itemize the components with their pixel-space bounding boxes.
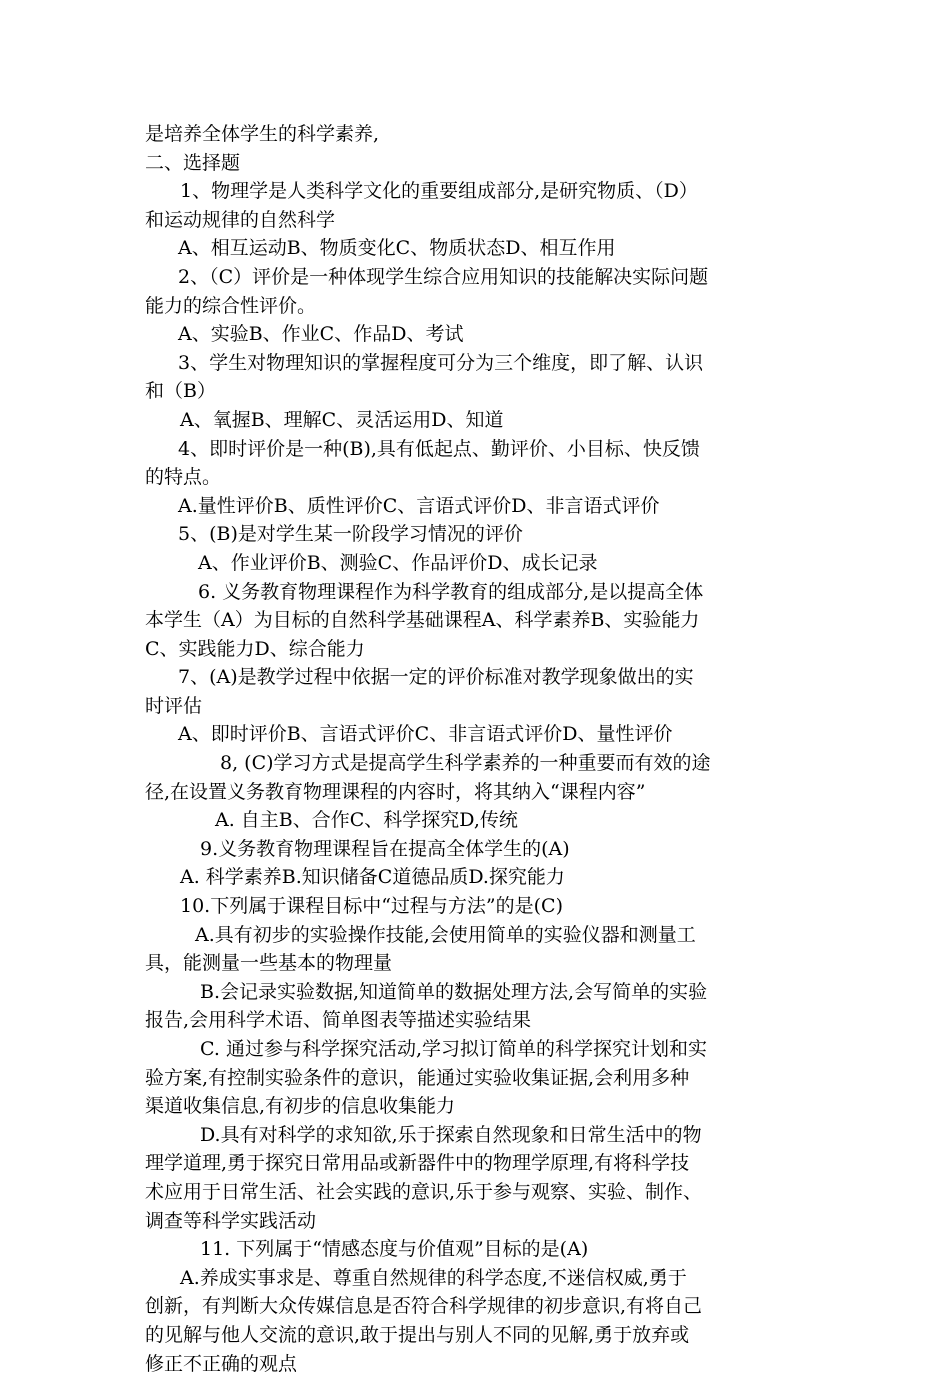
text-line: 创新，有判断大众传媒信息是否符合科学规律的初步意识,有将自己: [145, 1295, 703, 1318]
text-line: 本学生（A）为目标的自然科学基础课程A、科学素养B、实验能力: [145, 609, 700, 632]
text-line: 是培养全体学生的科学素养,: [145, 123, 380, 145]
text-line: 修正不正确的观点: [145, 1352, 298, 1375]
answer-options: A、即时评价B、言语式评价C、非言语式评价D、量性评价: [178, 723, 673, 746]
text-line: 报告,会用科学术语、简单图表等描述实验结果: [145, 1009, 532, 1032]
text-line: 渠道收集信息,有初步的信息收集能力: [145, 1095, 456, 1118]
text-line: 和（B）: [145, 380, 216, 403]
answer-options: A、相互运动B、物质变化C、物质状态D、相互作用: [178, 237, 616, 260]
text-line: 术应用于日常生活、社会实践的意识,乐于参与观察、实验、制作、: [145, 1180, 703, 1203]
question-7: 7、(A)是教学过程中依据一定的评价标准对教学现象做出的实: [178, 666, 694, 689]
answer-options: A.量性评价B、质性评价C、言语式评价D、非言语式评价: [178, 494, 660, 517]
text-line: 理学道理,勇于探究日常用品或新器件中的物理学原理,有将科学技: [145, 1152, 690, 1175]
question-10: 10.下列属于课程目标中“过程与方法”的是(C): [180, 895, 564, 918]
option-d: D.具有对科学的求知欲,乐于探索自然现象和日常生活中的物: [200, 1123, 702, 1146]
answer-options: A、实验B、作业C、作品D、考试: [178, 323, 464, 346]
option-b: B.会记录实验数据,知道简单的数据处理方法,会写简单的实验: [200, 980, 708, 1003]
option-a: A.具有初步的实验操作技能,会使用简单的实验仪器和测量工: [195, 923, 696, 946]
option-c: C. 通过参与科学探究活动,学习拟订简单的科学探究计划和实: [200, 1038, 707, 1060]
text-line: 时评估: [145, 694, 203, 717]
text-line: 径,在设置义务教育物理课程的内容时，将其纳入“课程内容”: [145, 780, 646, 803]
answer-options: A. 自主B、合作C、科学探究D,传统: [215, 809, 518, 832]
question-11: 11. 下列属于“情感态度与价值观”目标的是(A): [200, 1238, 589, 1261]
text-line: 的特点。: [145, 466, 222, 489]
answer-options: A、作业评价B、测验C、作品评价D、成长记录: [198, 551, 598, 574]
option-a: A.养成实事求是、尊重自然规律的科学态度,不迷信权威,勇于: [180, 1266, 687, 1289]
section-heading: 二、选择题: [145, 151, 241, 174]
question-8: 8, (C)学习方式是提高学生科学素养的一种重要而有效的途: [220, 752, 711, 775]
text-line: 调查等科学实践活动: [145, 1209, 317, 1232]
question-6: 6. 义务教育物理课程作为科学教育的组成部分,是以提高全体: [198, 580, 704, 603]
answer-options: A、氧握B、理解C、灵活运用D、知道: [180, 408, 504, 431]
text-line: 和运动规律的自然科学: [145, 208, 336, 231]
document-body: [0, 120, 950, 1378]
question-2: 2、（C）评价是一种体现学生综合应用知识的技能解决实际问题: [178, 265, 709, 288]
question-9: 9.义务教育物理课程旨在提高全体学生的(A): [200, 837, 570, 860]
answer-options: A. 科学素养B.知识储备C道德品质D.探究能力: [180, 866, 565, 889]
text-line: 验方案,有控制实验条件的意识，能通过实验收集证据,会利用多种: [145, 1066, 690, 1089]
question-3: 3、学生对物理知识的掌握程度可分为三个维度，即了解、认识: [178, 351, 704, 374]
answer-options: C、实践能力D、综合能力: [145, 637, 365, 660]
question-4: 4、即时评价是一种(B),具有低起点、勤评价、小目标、快反馈: [178, 437, 700, 460]
question-1: 1、物理学是人类科学文化的重要组成部分,是研究物质、（D）: [180, 180, 698, 203]
text-line: 能力的综合性评价。: [145, 294, 317, 317]
text-line: 具，能测量一些基本的物理量: [145, 952, 393, 975]
text-line: 的见解与他人交流的意识,敢于提出与别人不同的见解,勇于放弃或: [145, 1323, 690, 1346]
question-5: 5、(B)是对学生某一阶段学习情况的评价: [178, 523, 523, 546]
